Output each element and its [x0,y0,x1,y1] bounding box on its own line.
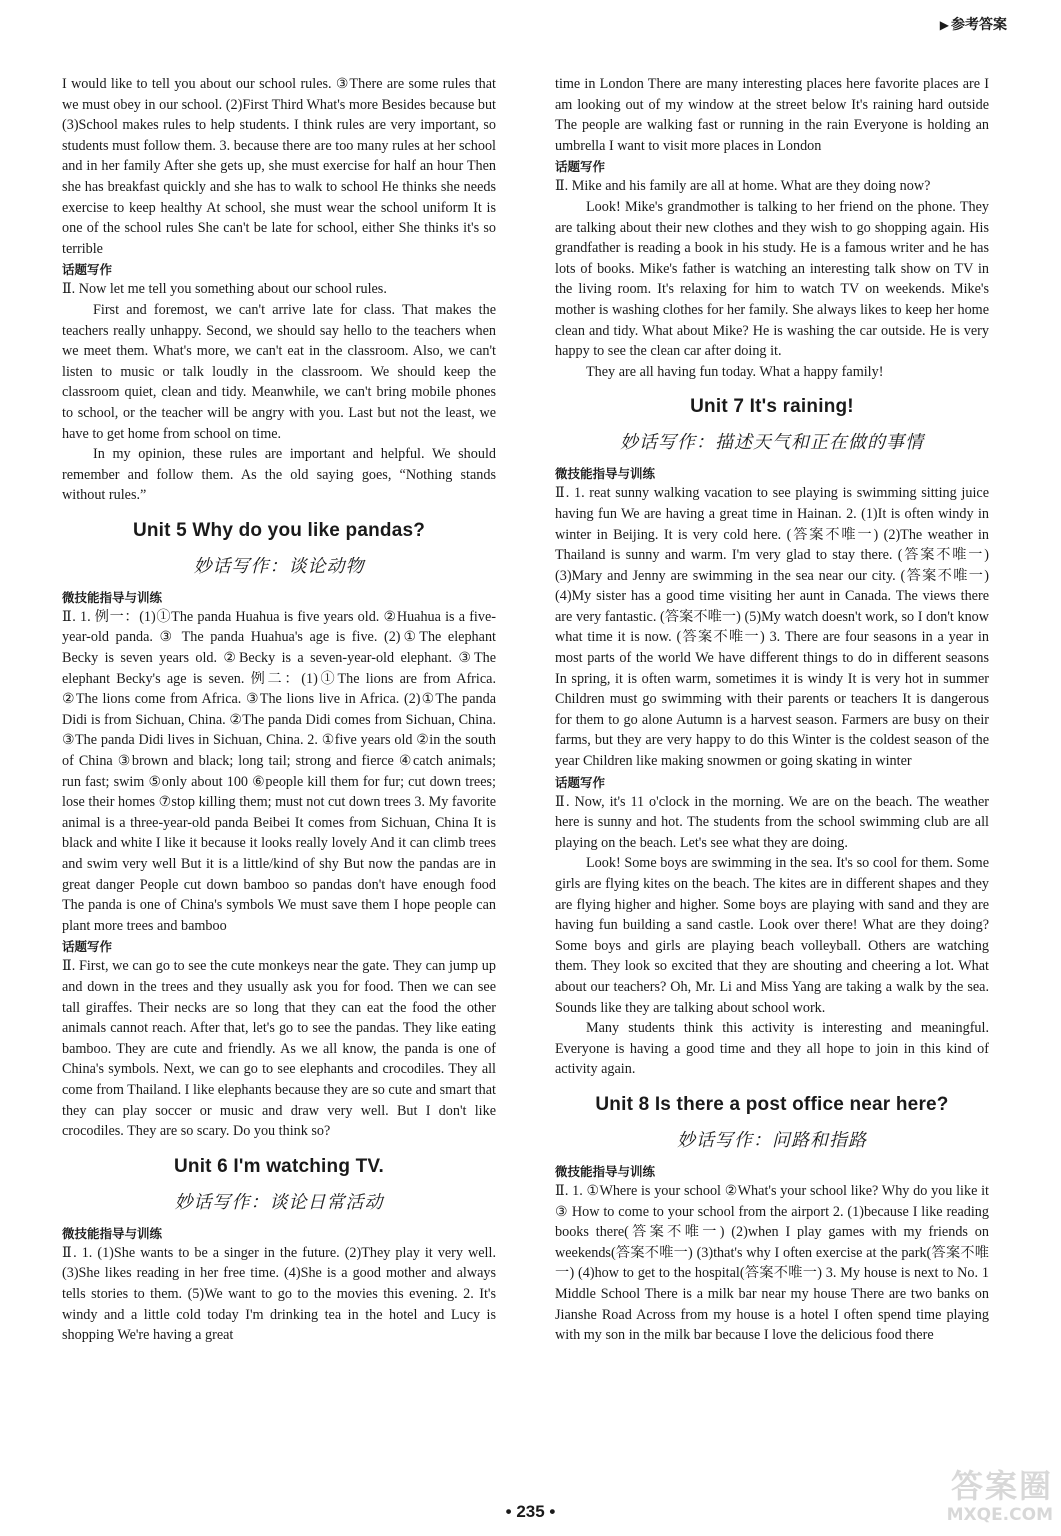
unit8-skills-answers: Ⅱ. 1. ①Where is your school ②What's your school like? Why do you like it ③ How to come to your school from the airport 2. (1)because I like reading books there(答案不唯一) (2)when I play games with my friends on weekends(答案不唯一) (3)that's why I often exercise at the park(答案不唯一) (4)how to get to the hospital(答案不唯一) 3. My house is next to No. 1 Middle School There is a milk bar near my house There are two banks on Jianshe Road Across from my house is a hotel I often spend time playing with my son in the milk bar because I love the delicious food there [555,1182,989,1344]
section-label-topic-writing: 话题写作 [62,939,113,955]
unit7-writing-opening: Ⅱ. Now, it's 11 o'clock in the morning. We are on the beach. The weather here is sunny and hot. The students from the school swimming club are all playing on the beach. Let's see what they are doing. [555,793,989,851]
unit5-skills-answers: Ⅱ. 1. 例一：(1)①The panda Huahua is five years old. ②Huahua is a five-year-old panda. ③ The panda Huahua's age is five. (2)①The elephant Becky is seven years old. ②Becky is a seven-year-old elephant. ③The elephant Becky's age is seven. 例二：(1)①The lions are from Africa. ②The lions come from Africa. ③The lions live in Africa. (2)①The panda Didi is from Sichuan, China. ②The panda Didi comes from Sichuan, China. ③The panda Didi lives in Sichuan, China. 2. ①five years old ②in the south of China ③brown and black; long tail; strong and fierce ④catch animals; run fast; swim ⑤only about 100 ⑥people kill them for fur; cut down trees; lose their homes ⑦stop killing them; must not cut down trees 3. My favorite animal is a three-year-old panda Beibei It comes from Sichuan, China It is black and white I like it because it looks really lovely And it can climb trees and swim very well But it is a little/kind of shy But now the pandas are in great danger People cut down bamboo so pandas don't have enough food The panda is one of China's symbols We must save them I hope people can plant more trees and bamboo [62,608,496,934]
unit5-topic: 妙话写作：谈论动物 [193,555,365,577]
page-number: • 235 • [505,1502,556,1521]
left-column [62,74,496,1346]
unit7-writing-paragraph: Look! Some boys are swimming in the sea. It's so cool for them. Some girls are flying kites on the beach. The kites are in different shapes and they are flying higher and higher. Some boys are playing with sand and they are having fun building a sand castle. Look over there! What are they doing? Some boys and girls are playing beach volleyball. Others are watching them. They look so excited that they are shouting and cheering a lot. What about our teachers? Oh, Mr. Li and Miss Yang are taking a walk by the sea. Sounds like they are talking about school work. [555,855,989,1016]
watermark-logo: 答案圈 [950,1467,1053,1505]
section-label-skills: 微技能指导与训练 [62,1225,163,1241]
unit6-topic: 妙话写作：谈论日常活动 [174,1191,384,1213]
section-label-topic-writing: 话题写作 [555,159,606,175]
unit4-writing-opening: Ⅱ. Now let me tell you something about our school rules. [62,281,387,298]
section-label-skills: 微技能指导与训练 [62,589,163,605]
unit4-writing-paragraph: In my opinion, these rules are important and helpful. We should remember and follow them. As the old saying goes, “Nothing stands without rules.” [62,446,496,504]
unit7-writing-paragraph: Many students think this activity is interesting and meaningful. Everyone is having a good time and they all hope to join in this kind of activity again. [555,1020,989,1078]
unit6-writing-opening: Ⅱ. Mike and his family are all at home. What are they doing now? [555,178,931,195]
right-column [555,74,989,1346]
unit8-heading: Unit 8 Is there a post office near here? [595,1093,949,1115]
play-triangle-icon: ▶ [939,18,949,32]
unit7-topic: 妙话写作：描述天气和正在做的事情 [620,432,924,454]
unit7-skills-answers: Ⅱ. 1. reat sunny walking vacation to see playing is swimming sitting juice having fun We are having a great time in Hainan. 2. (1)It is often windy in winter in Beijing. It is very cold here. (答案不唯一) (2)The weather in Thailand is sunny and warm. I'm very glad to stay there. (答案不唯一) (3)Mary and Jenny are swimming in the sea near our city. (答案不唯一) (4)My sister has a good time visiting her aunt in Canada. The views there are very fantastic. (答案不唯一) (5)My watch doesn't work, so I don't know what time it is now. (答案不唯一) 3. There are four seasons in a year in most parts of the world We have different things to do in different seasons In spring, it is often warm, sometimes it is windy It is very hot in summer Children must go swimming with their parents or teachers It is dangerous for them to go alone Autumn is a harvest season. Farmers are busy on their farms, but they are very happy to do this Winter is the coldest season of the year Children like making snowmen or going skating in winter [555,485,989,770]
section-label-skills: 微技能指导与训练 [555,466,656,482]
unit6-writing-paragraph: Look! Mike's grandmother is talking to her friend on the phone. They are talking about their new clothes and they wish to go shopping again. His grandfather is reading a book in his study. He is a famous writer and he has lots of books. Mike's father is watching an interesting talk show on TV in the living room. It's relaxing for him to watch TV on weekends. Mike's mother is washing clothes for her family. She always likes to keep her home clean and tidy. What about Mike? He is washing the car outside. He is very happy to see the clean car after doing it. [555,198,989,360]
unit5-heading: Unit 5 Why do you like pandas? [132,519,426,541]
unit8-topic: 妙话写作：问路和指路 [677,1129,867,1151]
running-header [940,14,1007,34]
watermark-url: MXQE.COM [946,1505,1053,1525]
unit7-heading: Unit 7 It's raining! [690,396,854,418]
section-label-topic-writing: 话题写作 [555,774,606,790]
unit6-writing-paragraph: They are all having fun today. What a happy family! [586,363,884,380]
section-label-skills: 微技能指导与训练 [555,1163,656,1179]
unit6-answers-continued: time in London There are many interesting places here favorite places are I am looking out of my window at the street below It's raining hard outside The people are walking fast or running in the rain Everyone is holding an umbrella I want to visit more places in London [555,76,989,154]
header-label: 参考答案 [951,17,1007,33]
unit4-writing-paragraph: First and foremost, we can't arrive late for class. That makes the teachers really unhappy. Second, we should say hello to the teachers when we meet them. What's more, we can't eat in the classroom. Also, we can't listen to music or talk loudly in the classroom. We should keep the classroom quiet, clean and tidy. Meanwhile, we can't bring mobile phones to school, or the teacher will be angry with you. Last but not the least, we have to get home from school on time. [62,301,496,442]
unit4-answers-continued: I would like to tell you about our school rules. ③There are some rules that we must obey in our school. (2)First Third What's more Besides because but (3)School makes rules to help students. I think rules are very important, so students must follow them. 3. because there are too many rules at her school and in her family After she gets up, she must exercise for half an hour Then she has breakfast quickly and she has to walk to school He thinks she needs exercise to keep healthy At school, she must wear the school uniform It is one of the school rules She can't be late for school, either She thinks it's so terrible [62,76,496,257]
section-label-topic-writing: 话题写作 [62,262,113,278]
unit6-heading: Unit 6 I'm watching TV. [173,1155,385,1177]
unit5-writing: Ⅱ. First, we can go to see the cute monkeys near the gate. They can jump up and down in the trees and they usually ask you for food. Then we can see tall giraffes. Their necks are so long that they can eat the food the other animals cannot reach. After that, let's go to see the pandas. They like eating bamboo. They are cute and friendly. As we all know, the panda is one of China's symbols. Next, we can go to see elephants and crocodiles. They all come from Thailand. I like elephants because they are so cute and smart that they can play soccer or music and draw very well. But I don't like crocodiles. They are so scary. Do you think so? [62,958,496,1140]
site-watermark [913,1468,1053,1532]
unit6-skills-answers: Ⅱ. 1. (1)She wants to be a singer in the future. (2)They play it very well. (3)She likes reading in her free time. (4)She is a good mother and always tells stories to them. (5)We want to go to the movies this evening. 2. It's windy and a little cold today I'm drinking tea in the hotel and Lucy is shopping We're having a great [62,1244,496,1344]
